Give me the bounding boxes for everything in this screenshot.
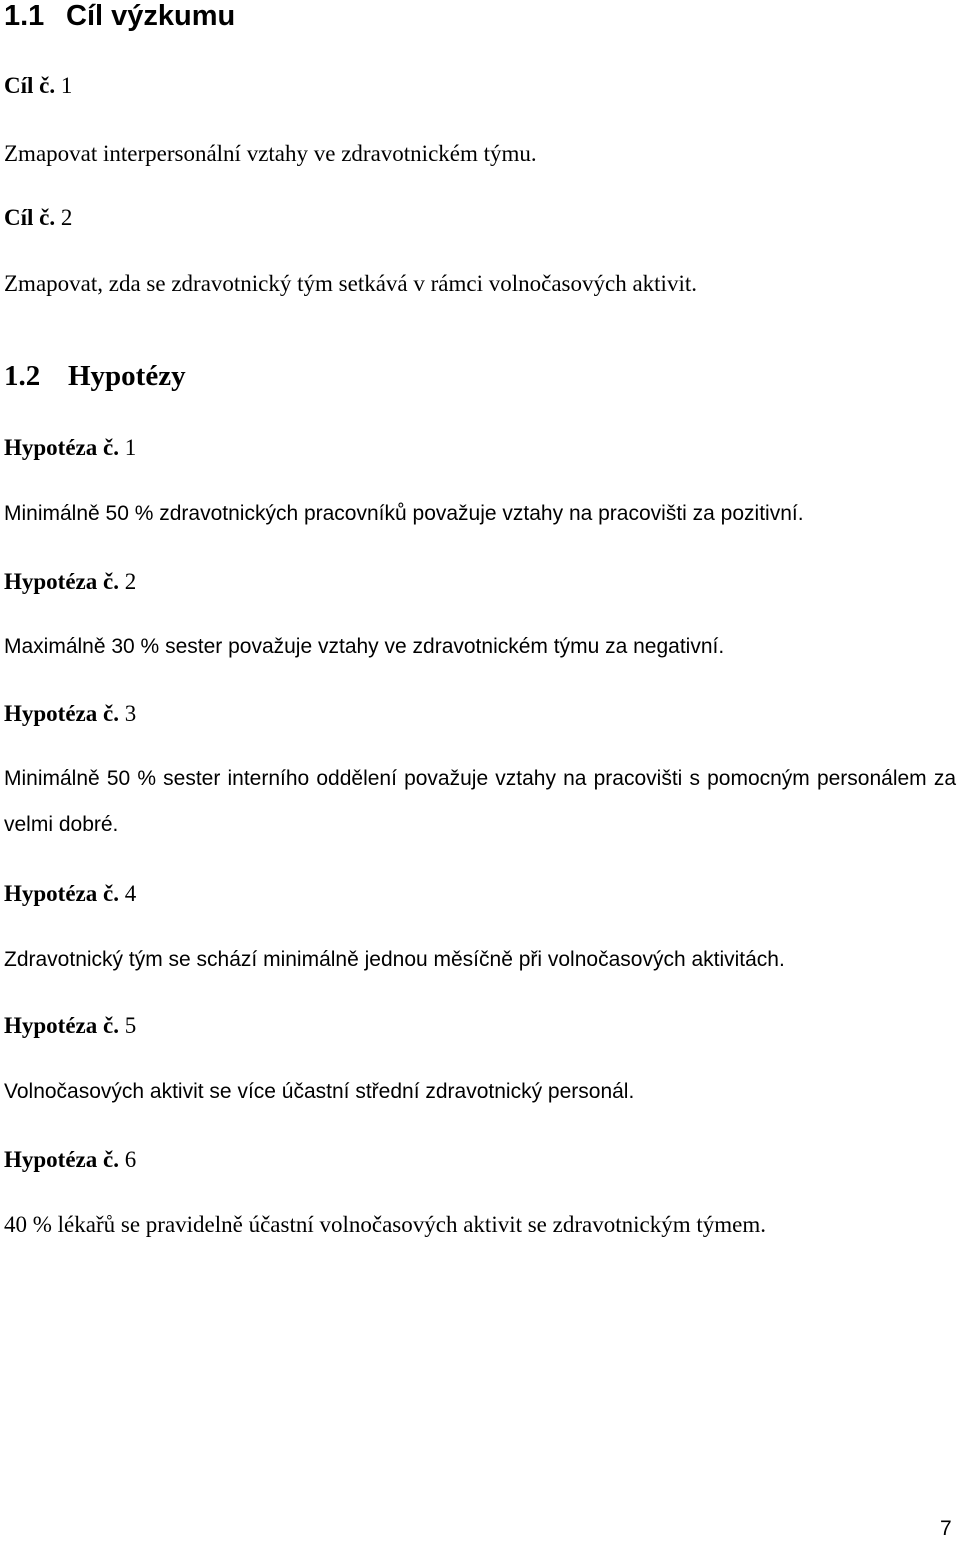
hypothesis-4-label: Hypotéza č. 4 (4, 881, 137, 906)
hypothesis-6-text: 40 % lékařů se pravidelně účastní volnočasových aktivit se zdravotnickým týmem. (4, 1212, 766, 1237)
hypothesis-5-label: Hypotéza č. 5 (4, 1013, 137, 1038)
goal-2-text: Zmapovat, zda se zdravotnický tým setkává v rámci volnočasových aktivit. (4, 271, 697, 296)
hypothesis-6-label: Hypotéza č. 6 (4, 1147, 137, 1172)
section-number: 1.1 (4, 0, 45, 32)
hypothesis-5-text: Volnočasových aktivit se více účastní střední zdravotnický personál. (4, 1080, 635, 1103)
section-heading-hypotheses (4, 362, 186, 391)
hypothesis-1-label: Hypotéza č. 1 (4, 435, 137, 460)
goal-2-label: Cíl č. 2 (4, 205, 73, 230)
page-number: 7 (940, 1517, 952, 1540)
section-title: Cíl výzkumu (66, 0, 236, 32)
hypothesis-2-text: Maximálně 30 % sester považuje vztahy ve zdravotnickém týmu za negativní. (4, 635, 725, 658)
section-title: Hypotézy (68, 360, 186, 392)
hypothesis-2-label: Hypotéza č. 2 (4, 569, 137, 594)
hypothesis-1-text: Minimálně 50 % zdravotnických pracovníků považuje vztahy na pracovišti za pozitivní. (4, 502, 804, 525)
section-heading-goals (4, 2, 235, 31)
hypothesis-3-text: Minimálně 50 % sester interního oddělení považuje vztahy na pracovišti s pomocným personálem za velmi dobré. (4, 767, 956, 836)
hypothesis-3-label: Hypotéza č. 3 (4, 701, 137, 726)
section-number: 1.2 (4, 360, 41, 392)
hypothesis-4-text: Zdravotnický tým se schází minimálně jednou měsíčně při volnočasových aktivitách. (4, 948, 785, 971)
goal-1-label: Cíl č. 1 (4, 73, 73, 98)
goal-1-text: Zmapovat interpersonální vztahy ve zdravotnickém týmu. (4, 141, 537, 166)
